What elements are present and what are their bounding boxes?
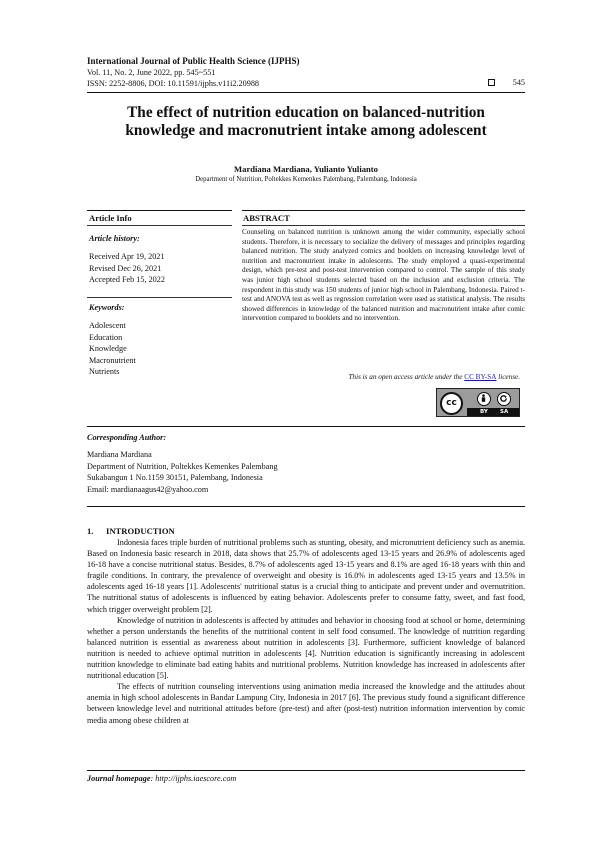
square-icon <box>488 79 495 86</box>
intro-paragraph: Knowledge of nutrition in adolescents is affected by attitudes and behavior in choosing food at school or home, determining whether a person understands the benefits of the nutritional content in self food consumed. The knowledge of nutrition regarding balanced nutrition is essential as awareness about nutrition in adolescents [3]. Furthermore, sufficient knowledge of balanced nutrition is needed to achieve optimal nutrition in adolescents [4]. Nutrition education is significantly increasing in adolescent nutrition knowledge to eliminate bad eating habits and nutritional problems. Nutrition knowledge has increased in adolescents after nutritional education [5]. <box>87 615 525 681</box>
license-link[interactable]: CC BY-SA <box>464 373 497 381</box>
creative-commons-icon: cc <box>440 392 463 415</box>
corresponding-bottom-rule <box>87 506 525 507</box>
keyword-item: Education <box>89 332 123 342</box>
badge-sa-label: SA <box>500 409 509 415</box>
share-alike-icon <box>497 392 511 406</box>
keyword-item: Nutrients <box>89 367 120 376</box>
journal-header <box>87 56 525 89</box>
history-accepted: Accepted Feb 15, 2022 <box>89 275 165 284</box>
history-revised: Revised Dec 26, 2021 <box>89 263 162 273</box>
open-access-statement: This is an open access article under the CC BY-SA license. <box>348 373 520 381</box>
author-address: Sukabangun 1 No.1159 30151, Palembang, Indonesia <box>87 473 263 482</box>
keyword-item: Macronutrient <box>89 355 136 365</box>
article-info-heading: Article Info <box>89 213 132 223</box>
keywords-divider <box>87 297 232 298</box>
author-department: Department of Nutrition, Poltekkes Kemenkes Palembang <box>87 461 278 471</box>
title-line-1: The effect of nutrition education on balanced-nutrition <box>127 104 485 121</box>
info-box-bottom-rule <box>87 426 525 427</box>
article-info-divider <box>87 225 232 226</box>
journal-volume: Vol. 11, No. 2, June 2022, pp. 545~551 <box>87 68 216 77</box>
introduction-heading: 1. INTRODUCTION <box>87 526 175 536</box>
abstract-divider <box>242 225 525 226</box>
header-divider <box>87 92 525 93</box>
license-abbrev-bar <box>467 408 519 416</box>
article-history <box>89 251 165 286</box>
badge-by-label: BY <box>480 409 488 415</box>
footer-rule <box>87 770 525 771</box>
cc-by-sa-badge[interactable] <box>436 388 520 417</box>
keyword-item: Adolescent <box>89 321 126 330</box>
title-line-2: knowledge and macronutrient intake among adolescent <box>125 122 487 139</box>
author-email: Email: mardianaagus42@yahoo.com <box>87 484 209 494</box>
paper-affiliation: Department of Nutrition, Poltekkes Kemenkes Palembang, Palembang, Indonesia <box>195 176 417 183</box>
journal-issn-doi: ISSN: 2252-8806, DOI: 10.11591/ijphs.v11i2.20988 <box>87 79 260 88</box>
abstract-text: Counseling on balanced nutrition is unknown among the wider community, especially school students. Therefore, it is necessary to socialize the delivery of messages and principles regarding balanced nutrition. The study analyzed comics and booklets on increasing knowledge level of nutrition and macronutrient intake in adolescents. The study employed a quasi-experimental design, which pre-test and post-test intervention compared to control. The sample of this study was junior high school students selected based on the inclusion and exclusion criteria. The respondent in this study was 150 students of junior high school in Palembang, Indonesia. Paired t-test and ANOVA test as well as regression correlation were used as statistical analysis. The results showed differences in knowledge of the balanced nutrition and macronutrient intake after comic intervention compared to booklets and no intervention. <box>242 228 525 323</box>
author-name: Mardiana Mardiana <box>87 450 152 459</box>
journal-homepage[interactable]: Journal homepage: http://ijphs.iaescore.com <box>87 774 237 783</box>
corresponding-author-details <box>87 449 278 495</box>
keywords-list <box>89 320 136 378</box>
homepage-url[interactable]: : http://ijphs.iaescore.com <box>150 774 237 783</box>
paper-authors: Mardiana Mardiana, Yulianto Yulianto <box>234 164 378 174</box>
attribution-icon <box>477 392 491 406</box>
article-history-heading: Article history: <box>89 234 140 243</box>
page-number: 545 <box>512 78 525 87</box>
history-received: Received Apr 19, 2021 <box>89 252 165 261</box>
abstract-top-rule <box>242 210 525 211</box>
intro-paragraph: The effects of nutrition counseling interventions using animation media increased the knowledge and the attitudes about anemia in high school adolescents in Bandar Lampung City, Indonesia in 2017 [6]. The previous study found a significant difference between knowledge level and nutritional attitudes before (pre-test) and after (post-test) nutrition information intervention by comic media among obese children at <box>87 682 525 725</box>
corresponding-author-heading: Corresponding Author: <box>87 433 167 442</box>
intro-paragraph: Indonesia faces triple burden of nutritional problems such as stunting, obesity, and micronutrient deficiency such as anemia. Based on Indonesia basic research in 2018, data shows that 25.7% of adolescents aged 13-15 years and 26.9% of adolescents aged 16-18 have a concise nutritional status. Besides, 8.7% of adolescents aged 13-15 years and 8.1% are aged 16-18 years with thin and fragile conditions. In contrary, the prevalence of overweight and obesity is 16.0% in adolescents aged 13-15 years and 13.5% in adolescents aged 16-18 years [1]. Adolescents' nutritional status is a crucial thing to anticipate and prevent under and overnutrition. The nutritional status of adolescents is influenced by eating behavior. Adolescents prefer to consume fatty, sweet, and fast food, which trigger overweight problem [2]. <box>87 538 525 614</box>
introduction-body <box>87 537 525 726</box>
paper-title <box>87 104 525 140</box>
article-info-top-rule <box>87 210 232 211</box>
keywords-heading: Keywords: <box>89 303 125 312</box>
keyword-item: Knowledge <box>89 344 127 353</box>
abstract-heading: ABSTRACT <box>243 213 290 223</box>
journal-name: International Journal of Public Health Science (IJPHS) <box>87 56 300 66</box>
